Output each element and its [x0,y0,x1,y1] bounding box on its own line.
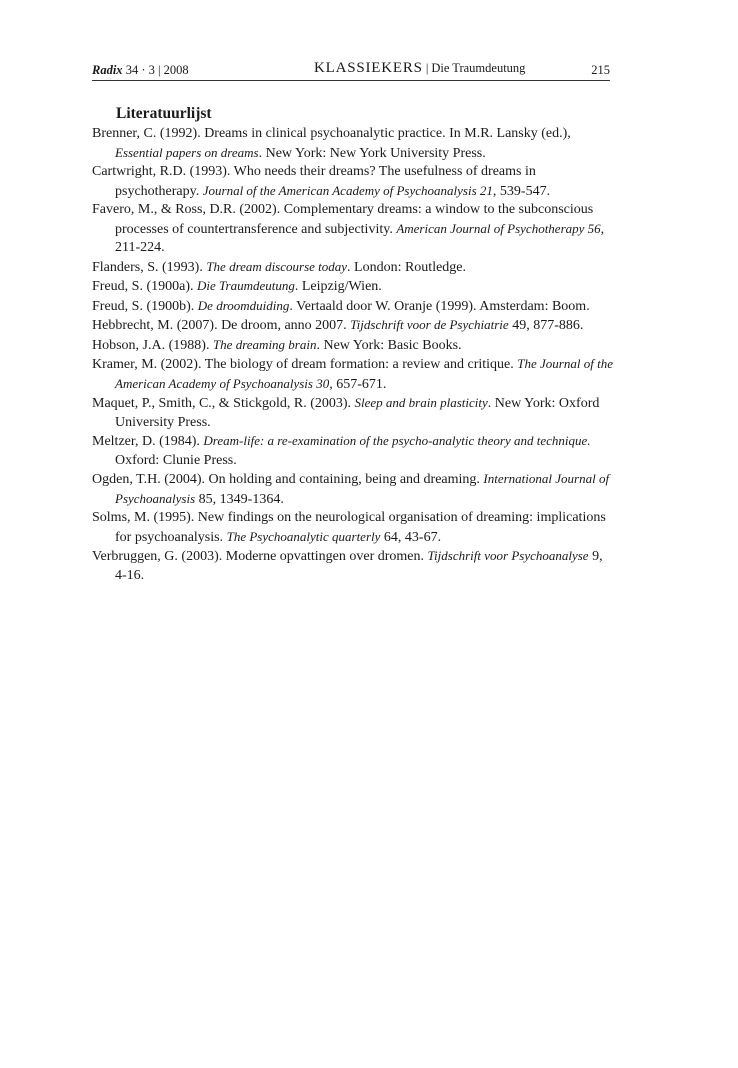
reference-item: Verbruggen, G. (2003). Moderne opvattingen over dromen. Tijdschrift voor Psychoanalyse 9, 4-16. [92,548,603,583]
reference-item: Favero, M., & Ross, D.R. (2002). Complementary dreams: a window to the subconscious processes of countertransference and subjectivity. American Journal of Psychotherapy 56, 211-224. [92,202,605,255]
reference-item: Hebbrecht, M. (2007). De droom, anno 2007. Tijdschrift voor de Psychiatrie 49, 877-886. [92,317,584,333]
reference-item: Maquet, P., Smith, C., & Stickgold, R. (2003). Sleep and brain plasticity. New York: Oxford University Press. [92,395,600,430]
reference-title: International Journal of Psychoanalysis [115,471,610,506]
header-section [314,60,525,77]
reference-title: Dream-life: a re-examination of the psycho-analytic theory and technique. [203,433,591,448]
header-separator: | [425,61,429,75]
reference-list [92,125,614,585]
reference-title: The dreaming brain [212,336,317,352]
reference-title: De droomduiding [197,297,290,313]
reference-title: The Journal of the American Academy of Psychoanalysis 30 [115,356,613,391]
header-journal-info [92,63,189,78]
reference-title: Sleep and brain plasticity [354,395,488,410]
reference-title: American Journal of Psychotherapy 56 [396,220,601,236]
page-number: 215 [591,63,610,77]
reference-title: Essential papers on dreams [115,144,259,160]
reference-title: Tijdschrift voor Psychoanalyse [427,548,589,563]
reference-item: Brenner, C. (1992). Dreams in clinical psychoanalytic practice. In M.R. Lansky (ed.), Essential papers on dreams. New York: New York University Press. [92,126,571,161]
reference-title: The dream discourse today [206,258,348,274]
reference-item: Ogden, T.H. (2004). On holding and containing, being and dreaming. International Journal of Psychoanalysis 85, 1349-1364. [92,471,610,507]
reference-item: Meltzer, D. (1984). Dream-life: a re-examination of the psycho-analytic theory and technique. Oxford: Clunie Press. [92,433,591,468]
reference-title: Journal of the American Academy of Psychoanalysis 21 [202,182,493,198]
reference-item: Hobson, J.A. (1988). The dreaming brain. New York: Basic Books. [92,336,462,353]
reference-title: Tijdschrift voor de Psychiatrie [350,317,509,332]
reference-item: Solms, M. (1995). New findings on the neurological organisation of dreaming: implications for psychoanalysis. The Psychoanalytic quarterly 64, 43-67. [92,510,606,545]
section-title: KLASSIEKERS [314,60,423,76]
running-header [92,60,610,80]
reference-item: Cartwright, R.D. (1993). Who needs their dreams? The usefulness of dreams in psychotherapy. Journal of the American Academy of Psychoanalysis 21, 539-547. [92,164,551,199]
journal-issue: 34 · 3 | 2008 [125,63,189,77]
reference-item: Freud, S. (1900b). De droomduiding. Vertaald door W. Oranje (1999). Amsterdam: Boom. [92,297,590,314]
reference-item: Kramer, M. (2002). The biology of dream formation: a review and critique. The Journal of the American Academy of Psychoanalysis 30, 657-671. [92,356,613,392]
reference-item: Freud, S. (1900a). Die Traumdeutung. Leipzig/Wien. [92,278,382,294]
journal-name: Radix [92,63,123,77]
section-heading: Literatuurlijst [116,105,212,122]
reference-title: Die Traumdeutung [197,278,295,293]
reference-title: The Psychoanalytic quarterly [226,528,381,544]
header-rule [92,80,610,81]
reference-item: Flanders, S. (1993). The dream discourse today. London: Routledge. [92,258,467,275]
section-subtitle: Die Traumdeutung [431,61,526,75]
